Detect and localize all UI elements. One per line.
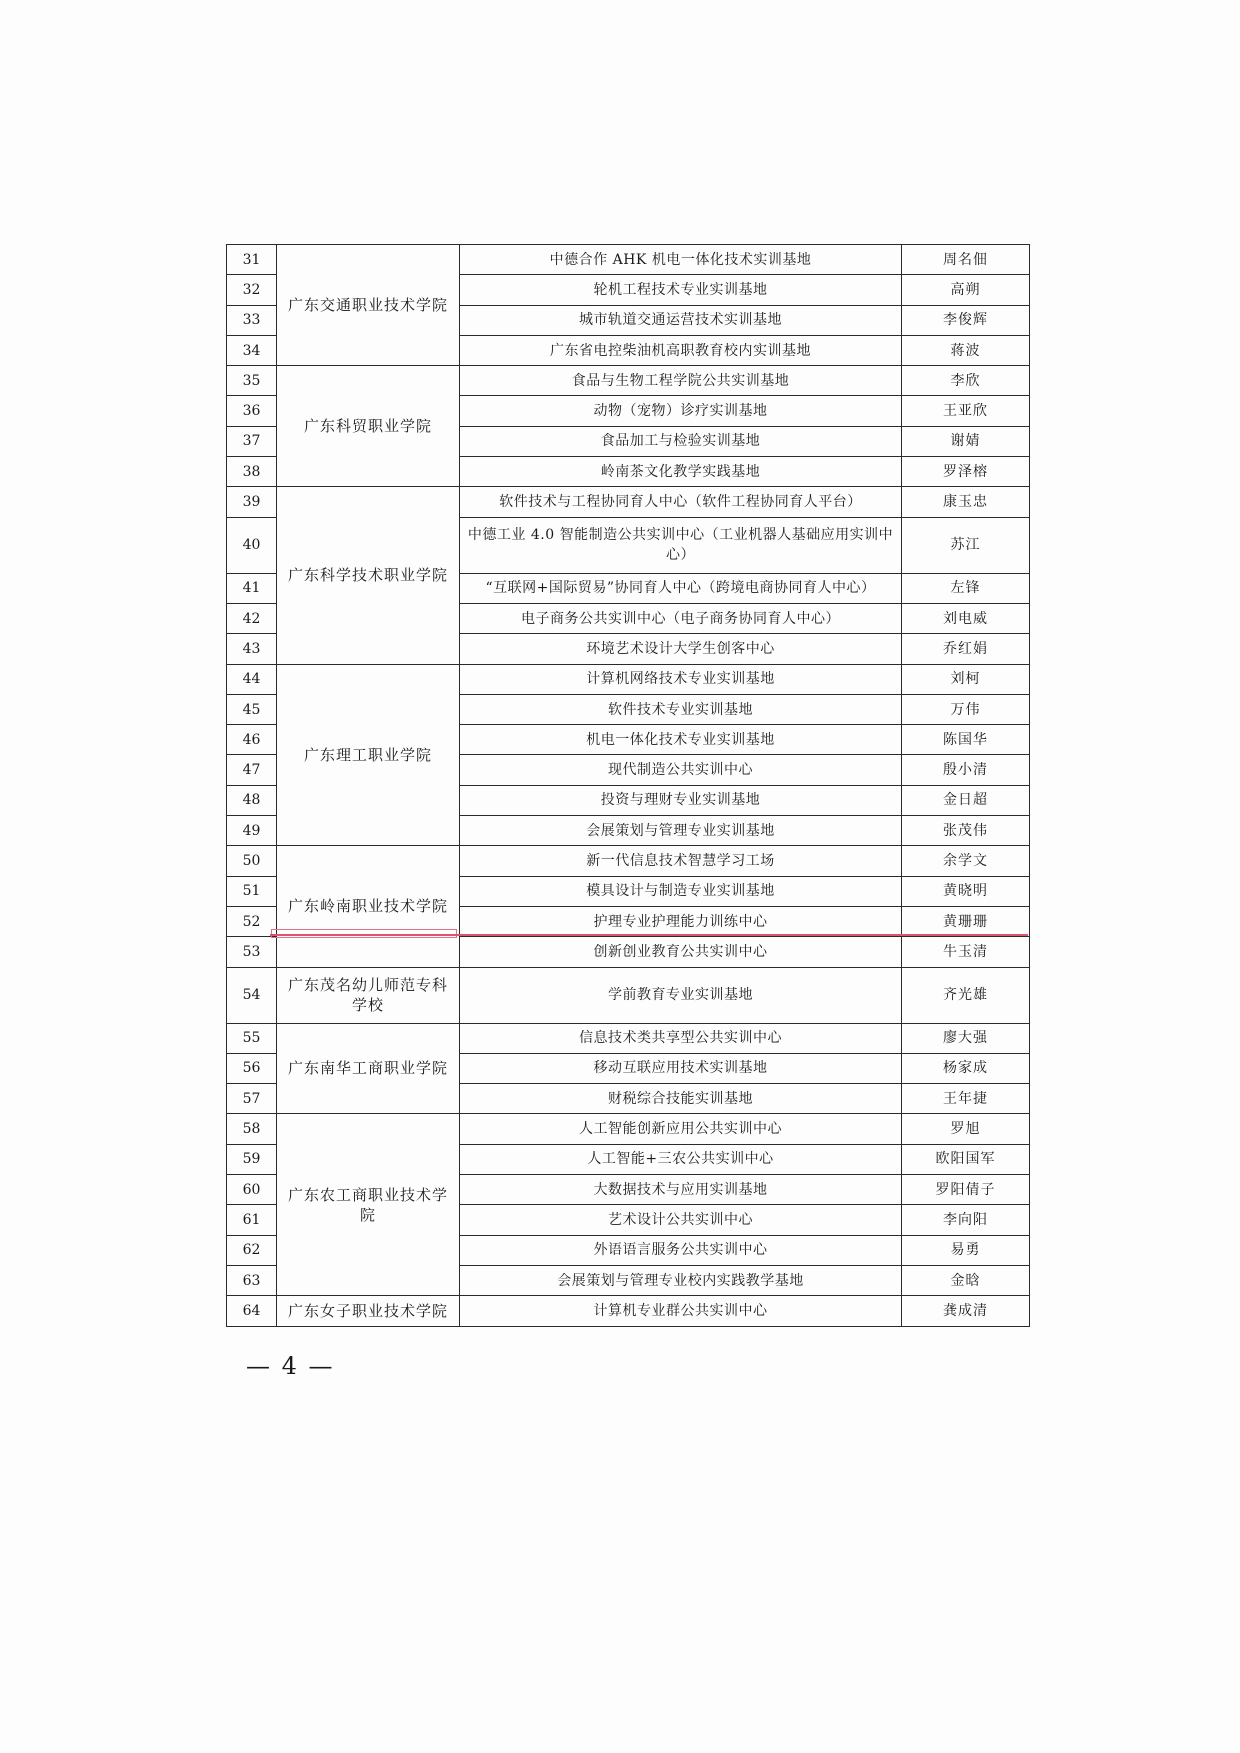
person-in-charge: 康玉忠 xyxy=(902,487,1030,517)
person-in-charge: 牛玉清 xyxy=(902,937,1030,967)
base-name: 护理专业护理能力训练中心 xyxy=(460,906,902,936)
person-in-charge: 刘柯 xyxy=(902,664,1030,694)
person-in-charge: 李俊辉 xyxy=(902,305,1030,335)
person-in-charge: 谢婧 xyxy=(902,426,1030,456)
person-in-charge: 王亚欣 xyxy=(902,396,1030,426)
base-name: 中德工业 4.0 智能制造公共实训中心（工业机器人基础应用实训中心） xyxy=(460,517,902,573)
row-number: 50 xyxy=(227,846,277,876)
school-name: 广东南华工商职业学院 xyxy=(277,1023,460,1114)
row-number: 36 xyxy=(227,396,277,426)
person-in-charge: 李欣 xyxy=(902,366,1030,396)
row-number: 33 xyxy=(227,305,277,335)
base-name: 移动互联应用技术实训基地 xyxy=(460,1053,902,1083)
base-name: 环境艺术设计大学生创客中心 xyxy=(460,634,902,664)
base-name: 外语语言服务公共实训中心 xyxy=(460,1235,902,1265)
base-name: 人工智能+三农公共实训中心 xyxy=(460,1144,902,1174)
row-number: 57 xyxy=(227,1084,277,1114)
page-number: — 4 — xyxy=(246,1352,335,1380)
person-in-charge: 陈国华 xyxy=(902,725,1030,755)
school-name: 广东岭南职业技术学院 xyxy=(277,846,460,967)
school-name: 广东农工商职业技术学院 xyxy=(277,1114,460,1296)
base-name: 会展策划与管理专业实训基地 xyxy=(460,816,902,846)
person-in-charge: 苏江 xyxy=(902,517,1030,573)
base-name: 新一代信息技术智慧学习工场 xyxy=(460,846,902,876)
person-in-charge: 余学文 xyxy=(902,846,1030,876)
row-number: 62 xyxy=(227,1235,277,1265)
base-name: 模具设计与制造专业实训基地 xyxy=(460,876,902,906)
person-in-charge: 周名佃 xyxy=(902,245,1030,275)
row-number: 37 xyxy=(227,426,277,456)
row-number: 59 xyxy=(227,1144,277,1174)
red-annotation-line xyxy=(270,934,1028,936)
row-number: 60 xyxy=(227,1175,277,1205)
person-in-charge: 殷小清 xyxy=(902,755,1030,785)
base-name: 食品与生物工程学院公共实训基地 xyxy=(460,366,902,396)
school-name: 广东科学技术职业学院 xyxy=(277,487,460,664)
row-number: 44 xyxy=(227,664,277,694)
base-name: 软件技术专业实训基地 xyxy=(460,694,902,724)
base-name: 信息技术类共享型公共实训中心 xyxy=(460,1023,902,1053)
base-name: 投资与理财专业实训基地 xyxy=(460,785,902,815)
base-name: 中德合作 AHK 机电一体化技术实训基地 xyxy=(460,245,902,275)
base-name: 轮机工程技术专业实训基地 xyxy=(460,275,902,305)
person-in-charge: 黄珊珊 xyxy=(902,906,1030,936)
table-row xyxy=(227,1023,1030,1053)
school-name: 广东交通职业技术学院 xyxy=(277,245,460,366)
row-number: 63 xyxy=(227,1265,277,1295)
person-in-charge: 杨家成 xyxy=(902,1053,1030,1083)
row-number: 39 xyxy=(227,487,277,517)
base-name: 城市轨道交通运营技术实训基地 xyxy=(460,305,902,335)
table-row xyxy=(227,967,1030,1023)
table-row xyxy=(227,664,1030,694)
person-in-charge: 刘电威 xyxy=(902,603,1030,633)
person-in-charge: 乔红娟 xyxy=(902,634,1030,664)
row-number: 53 xyxy=(227,937,277,967)
school-name: 广东女子职业技术学院 xyxy=(277,1296,460,1326)
person-in-charge: 罗阳倩子 xyxy=(902,1175,1030,1205)
base-name: 创新创业教育公共实训中心 xyxy=(460,937,902,967)
base-name: 食品加工与检验实训基地 xyxy=(460,426,902,456)
row-number: 31 xyxy=(227,245,277,275)
person-in-charge: 罗旭 xyxy=(902,1114,1030,1144)
base-name: “互联网+国际贸易”协同育人中心（跨境电商协同育人中心） xyxy=(460,573,902,603)
row-number: 48 xyxy=(227,785,277,815)
base-name: 电子商务公共实训中心（电子商务协同育人中心） xyxy=(460,603,902,633)
table-row xyxy=(227,1296,1030,1326)
school-name: 广东科贸职业学院 xyxy=(277,366,460,487)
person-in-charge: 王年捷 xyxy=(902,1084,1030,1114)
row-number: 51 xyxy=(227,876,277,906)
person-in-charge: 龚成清 xyxy=(902,1296,1030,1326)
table-row xyxy=(227,366,1030,396)
base-name: 动物（宠物）诊疗实训基地 xyxy=(460,396,902,426)
table-row xyxy=(227,487,1030,517)
base-name: 岭南茶文化教学实践基地 xyxy=(460,457,902,487)
row-number: 42 xyxy=(227,603,277,633)
person-in-charge: 高朔 xyxy=(902,275,1030,305)
school-name: 广东茂名幼儿师范专科学校 xyxy=(277,967,460,1023)
row-number: 46 xyxy=(227,725,277,755)
person-in-charge: 张茂伟 xyxy=(902,816,1030,846)
person-in-charge: 蒋波 xyxy=(902,335,1030,365)
base-name: 计算机网络技术专业实训基地 xyxy=(460,664,902,694)
row-number: 61 xyxy=(227,1205,277,1235)
base-name: 财税综合技能实训基地 xyxy=(460,1084,902,1114)
table-row xyxy=(227,846,1030,876)
base-name: 广东省电控柴油机高职教育校内实训基地 xyxy=(460,335,902,365)
person-in-charge: 黄晓明 xyxy=(902,876,1030,906)
base-name: 会展策划与管理专业校内实践教学基地 xyxy=(460,1265,902,1295)
row-number: 55 xyxy=(227,1023,277,1053)
person-in-charge: 金晗 xyxy=(902,1265,1030,1295)
person-in-charge: 罗泽榕 xyxy=(902,457,1030,487)
table-row xyxy=(227,1114,1030,1144)
row-number: 34 xyxy=(227,335,277,365)
row-number: 45 xyxy=(227,694,277,724)
row-number: 35 xyxy=(227,366,277,396)
row-number: 43 xyxy=(227,634,277,664)
person-in-charge: 易勇 xyxy=(902,1235,1030,1265)
base-name: 计算机专业群公共实训中心 xyxy=(460,1296,902,1326)
base-name: 人工智能创新应用公共实训中心 xyxy=(460,1114,902,1144)
person-in-charge: 李向阳 xyxy=(902,1205,1030,1235)
row-number: 47 xyxy=(227,755,277,785)
row-number: 52 xyxy=(227,906,277,936)
table-row xyxy=(227,245,1030,275)
row-number: 58 xyxy=(227,1114,277,1144)
row-number: 40 xyxy=(227,517,277,573)
base-name: 学前教育专业实训基地 xyxy=(460,967,902,1023)
person-in-charge: 左锋 xyxy=(902,573,1030,603)
person-in-charge: 万伟 xyxy=(902,694,1030,724)
person-in-charge: 廖大强 xyxy=(902,1023,1030,1053)
row-number: 64 xyxy=(227,1296,277,1326)
person-in-charge: 欧阳国军 xyxy=(902,1144,1030,1174)
school-name: 广东理工职业学院 xyxy=(277,664,460,846)
training-base-table xyxy=(226,244,1030,1327)
row-number: 41 xyxy=(227,573,277,603)
row-number: 32 xyxy=(227,275,277,305)
person-in-charge: 金日超 xyxy=(902,785,1030,815)
base-name: 机电一体化技术专业实训基地 xyxy=(460,725,902,755)
table-body xyxy=(227,245,1030,1327)
row-number: 49 xyxy=(227,816,277,846)
base-name: 软件技术与工程协同育人中心（软件工程协同育人平台） xyxy=(460,487,902,517)
base-name: 大数据技术与应用实训基地 xyxy=(460,1175,902,1205)
base-name: 现代制造公共实训中心 xyxy=(460,755,902,785)
person-in-charge: 齐光雄 xyxy=(902,967,1030,1023)
row-number: 54 xyxy=(227,967,277,1023)
row-number: 38 xyxy=(227,457,277,487)
base-name: 艺术设计公共实训中心 xyxy=(460,1205,902,1235)
row-number: 56 xyxy=(227,1053,277,1083)
